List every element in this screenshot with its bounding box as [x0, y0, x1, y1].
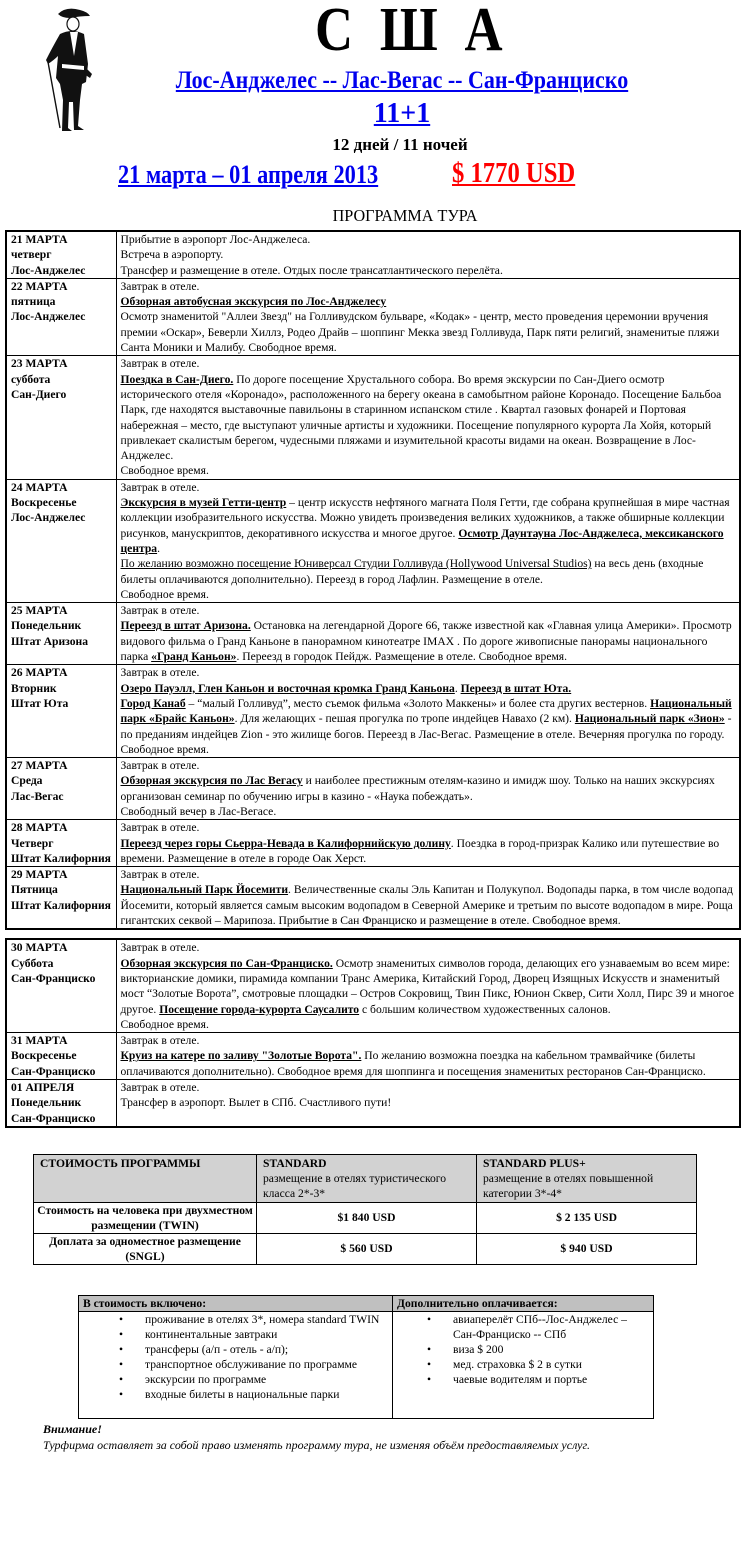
- day-place: Лас-Вегас: [11, 789, 64, 803]
- day-description: [116, 939, 740, 1032]
- program-day-row: [6, 758, 740, 820]
- day-cell: [6, 603, 116, 665]
- description-text: Трансфер в аэропорт. Вылет в СПб. Счастливого пути!: [120, 1096, 392, 1110]
- extra-list: [393, 1312, 653, 1403]
- description-paragraph: [121, 1048, 736, 1079]
- highlight-excursion: Город Канаб: [120, 696, 186, 710]
- description-text: .: [454, 681, 461, 695]
- included-cell: [79, 1311, 393, 1418]
- optional-excursion: По желанию возможно посещение Юниверсал Студии Голливуда (Hollywood Universal Studios): [120, 557, 592, 571]
- day-description: [116, 603, 740, 665]
- description-text: Завтрак в отеле.: [120, 821, 200, 835]
- description-text: Осмотр знаменитых символов города, делающих его узнаваемым во всем мире: викторианские домики, пирамида компании Транс Америка, Китайский Город, Дворец Изящных Искусств и знаменитый мост “Золотые Ворота”, смотровые площадки – Остров Сокровищ, Твин Пикс, Юнион Сквер, Сити Холл, Пирс 39 и многое другое.: [120, 956, 735, 1016]
- day-weekday: Вторник: [11, 681, 57, 695]
- day-description: [116, 665, 740, 758]
- program-day-row: [6, 939, 740, 1032]
- description-text: Свободный вечер в Лас-Вегасе.: [120, 804, 277, 818]
- description-paragraph: [121, 867, 736, 882]
- day-date: 30 МАРТА: [11, 941, 68, 955]
- extra-item: • авиаперелёт СПб--Лос-Анджелес – Сан-Франциско -- СПб: [393, 1312, 645, 1342]
- twin-label: Стоимость на человека при двухместном размещении (TWIN): [34, 1202, 257, 1233]
- description-text: Завтрак в отеле.: [120, 357, 200, 371]
- included-item: • проживание в отелях 3*, номера standard TWIN: [79, 1312, 384, 1327]
- note-text: Турфирма оставляет за собой право изменять программу тура, не изменяя объём предоставляемых услуг.: [43, 1437, 591, 1452]
- day-place: Лос-Анджелес: [11, 310, 86, 324]
- day-place: Сан-Диего: [11, 387, 67, 401]
- day-date: 24 МАРТА: [11, 480, 68, 494]
- note-title: Внимание!: [43, 1421, 102, 1436]
- description-text: Завтрак в отеле.: [120, 941, 200, 955]
- description-paragraph: [121, 956, 736, 1017]
- day-weekday: Понедельник: [11, 619, 82, 633]
- description-text: Завтрак в отеле.: [120, 868, 200, 882]
- plus-header-cell: [477, 1154, 697, 1202]
- description-paragraph: [121, 758, 736, 773]
- included-item: • экскурсии по программе: [79, 1372, 384, 1387]
- highlight-excursion: Обзорная экскурсия по Лас Вегасу: [120, 774, 303, 788]
- description-text: с большим количеством художественных салонов.: [359, 1002, 611, 1016]
- program-day-row: [6, 1080, 740, 1127]
- pricing-label-cell: [34, 1154, 257, 1202]
- description-text: Прибытие в аэропорт Лос-Анджелеса.: [120, 233, 311, 246]
- program-day-row: [6, 278, 740, 355]
- duration-text: 12 дней / 11 ночей: [332, 135, 468, 154]
- description-paragraph: [121, 463, 736, 478]
- day-date: 26 МАРТА: [11, 666, 68, 680]
- day-description: [116, 1033, 740, 1080]
- day-cell: [6, 231, 116, 278]
- description-text: Свободное время.: [120, 1017, 209, 1031]
- program-day-row: [6, 867, 740, 930]
- day-description: [116, 758, 740, 820]
- description-text: Завтрак в отеле.: [120, 666, 200, 680]
- description-paragraph: [121, 309, 736, 355]
- day-date: 21 МАРТА: [11, 233, 68, 246]
- day-description: [116, 356, 740, 479]
- description-paragraph: [121, 1095, 736, 1110]
- twin-standard-price: $1 840 USD: [257, 1202, 477, 1233]
- day-weekday: Воскресенье: [11, 1049, 77, 1063]
- pricing-row-single: [34, 1233, 697, 1264]
- highlight-excursion: Осмотр Даунтауна Лос-Анджелеса, мексиканского центра: [120, 526, 724, 555]
- program-heading: ПРОГРАММА ТУРА: [332, 206, 478, 225]
- day-date: 28 МАРТА: [11, 821, 68, 835]
- included-title: В стоимость включено:: [79, 1295, 393, 1311]
- pricing-header-row: [34, 1154, 697, 1202]
- description-text: Завтрак в отеле.: [120, 279, 200, 293]
- standard-title: STANDARD: [263, 1156, 327, 1170]
- highlight-excursion: «Гранд Каньон»: [151, 650, 237, 664]
- day-place: Штат Калифорния: [11, 898, 111, 912]
- description-text: Завтрак в отеле.: [120, 480, 200, 494]
- description-text: Трансфер и размещение в отеле. Отдых после трансатлантического перелёта.: [120, 263, 503, 277]
- description-paragraph: [121, 681, 736, 696]
- day-cell: [6, 939, 116, 1032]
- description-paragraph: [121, 1033, 736, 1048]
- description-text: .: [157, 541, 160, 555]
- day-description: [116, 278, 740, 355]
- description-text: Завтрак в отеле.: [120, 1034, 200, 1048]
- highlight-excursion: Экскурсия в музей Гетти-центр: [120, 496, 287, 510]
- page-header: [0, 0, 747, 228]
- description-paragraph: [121, 480, 736, 495]
- country-title: С Ш А: [315, 0, 510, 64]
- highlight-excursion: Обзорная экскурсия по Сан-Франциско.: [120, 956, 333, 970]
- inclusions-table: [78, 1295, 654, 1419]
- day-weekday: пятница: [11, 295, 56, 309]
- plus-title: STANDARD PLUS+: [483, 1156, 586, 1170]
- day-place: Лос-Анджелес: [11, 511, 86, 525]
- description-text: – центр искусств нефтяного магната Поля Гетти, где собрана крупнейшая в мире частная коллекции изобразительного искусства. Можно увидеть произведения великих художников, а также обширные коллекции рисунков, манускриптов, декоративного искусства и многое другое.: [120, 496, 730, 540]
- description-text: . Поездка в город-призрак Калико или путешествие во времени. Размещение в отеле в городе Оак Херст.: [120, 836, 720, 865]
- description-paragraph: [121, 882, 736, 928]
- highlight-excursion: Переезд через горы Сьерра-Невада в Калифорнийскую долину: [120, 836, 451, 850]
- day-date: 01 АПРЕЛЯ: [11, 1081, 75, 1095]
- day-date: 27 МАРТА: [11, 759, 68, 773]
- description-text: - по преданиям индейцев Zion - это жилище богов. Переезд в Лас-Вегас. Размещение в отеле. Вечерняя прогулка по городу. Свободное время.: [120, 712, 732, 756]
- program-day-row: [6, 820, 740, 867]
- day-cell: [6, 1080, 116, 1127]
- day-cell: [6, 278, 116, 355]
- program-day-row: [6, 231, 740, 278]
- day-cell: [6, 867, 116, 930]
- note-block: [43, 1421, 747, 1453]
- description-paragraph: [121, 587, 736, 602]
- highlight-excursion: Поездка в Сан-Диего.: [120, 372, 234, 386]
- description-text: . Для желающих - пешая прогулка по тропе индейцев Навахо (2 км).: [234, 712, 575, 726]
- highlight-excursion: Посещение города-курорта Саусалито: [159, 1002, 360, 1016]
- standard-desc: размещение в отелях туристического класса 2*-3*: [263, 1171, 447, 1200]
- day-weekday: суббота: [11, 372, 51, 386]
- description-text: . Переезд в городок Пейдж. Размещение в отеле. Свободное время.: [236, 650, 568, 664]
- description-text: . Величественные скалы Эль Капитан и Полукупол. Водопады парка, в том числе водопад Йосемити, который является самым высоким водопадом в Северной Америке и третьим по высоте водопадом в мире. Роща гигантских секвой – Марипоза. Прибытие в Сан Франциско и размещение в отеле. Свободное время.: [120, 883, 733, 928]
- description-paragraph: [121, 263, 736, 278]
- program-day-row: [6, 479, 740, 602]
- description-text: на весь день (входные билеты оплачиваются дополнительно). Переезд в город Лафлин. Размещение в отеле.: [120, 557, 704, 586]
- program-day-row: [6, 665, 740, 758]
- description-paragraph: [121, 247, 736, 262]
- day-cell: [6, 479, 116, 602]
- day-date: 22 МАРТА: [11, 279, 68, 293]
- program-table-2: [5, 938, 741, 1128]
- highlight-excursion: Переезд в штат Юта.: [460, 681, 572, 695]
- highlight-excursion: Национальный парк «Брайс Каньон»: [120, 696, 732, 726]
- included-list: [79, 1312, 392, 1418]
- description-text: Остановка на легендарной Дороге 66, также известной как «Главная улица Америки». Просмотр видового фильма о Гранд Каньоне в панорамном кинотеатре IMAX . По дороге живописные панорамы национального парка: [120, 619, 732, 664]
- day-place: Сан-Франциско: [11, 971, 96, 985]
- dates-link[interactable]: 21 марта – 01 апреля 2013: [118, 160, 379, 189]
- price-link[interactable]: $ 1770 USD: [452, 158, 576, 189]
- day-weekday: Среда: [11, 774, 43, 788]
- description-text: Завтрак в отеле.: [120, 759, 200, 773]
- included-item: • входные билеты в национальные парки: [79, 1387, 384, 1402]
- description-paragraph: [121, 232, 736, 247]
- day-date: 23 МАРТА: [11, 357, 68, 371]
- pricing-label: СТОИМОСТЬ ПРОГРАММЫ: [40, 1156, 201, 1170]
- description-paragraph: [121, 665, 736, 680]
- single-label: Доплата за одноместное размещение (SNGL): [34, 1233, 257, 1264]
- day-description: [116, 479, 740, 602]
- description-paragraph: [121, 773, 736, 804]
- description-paragraph: [121, 696, 736, 757]
- day-date: 31 МАРТА: [11, 1034, 68, 1048]
- description-text: Осмотр знаменитой "Аллеи Звезд" на Голливудском бульваре, «Кодак» - центр, место проведения церемонии вручения премии «Оскар», Беверли Хиллз, Родео Драйв – шоппинг Мекка звезд Голливуда, Парк пяти религий, знаменитые пляжи Санта Моники и Малибу. Свободное время.: [120, 310, 720, 355]
- twin-plus-price: $ 2 135 USD: [477, 1202, 697, 1233]
- description-paragraph: [121, 372, 736, 464]
- extra-item: • виза $ 200: [393, 1342, 645, 1357]
- route-link[interactable]: Лос-Анджелес -- Лас-Вегас -- Сан-Франциско: [175, 67, 629, 94]
- plus-desc: размещение в отелях повышенной категории 3*-4*: [483, 1171, 654, 1200]
- description-text: Завтрак в отеле.: [120, 604, 200, 618]
- day-cell: [6, 356, 116, 479]
- description-text: – “малый Голливуд”, место съемок фильма «Золото Маккены» и более ста других вестернов.: [185, 696, 651, 710]
- description-paragraph: [121, 804, 736, 819]
- description-text: По дороге посещение Хрустального собора. Во время экскурсии по Сан-Диего осмотр исторического отеля «Коронадо», расположенного на берегу океана в самобытном районе Коронадо. Посещение Бальбоа Парк, где находятся выставочные павильоны в старинном испанском стиле . Квартал газовых фонарей и Портовая набережная – место, где выступают уличные артисты и художники. Посещение популярного курорта Ла Хойя, который привлекает скалистым берегом, чудесными пляжами и изумительной красоты видами на океан. Возвращение в Лос-Анджелес.: [120, 372, 722, 463]
- single-plus-price: $ 940 USD: [477, 1233, 697, 1264]
- highlight-excursion: Озеро Пауэлл, Глен Каньон и восточная кромка Гранд Каньона: [120, 681, 455, 695]
- extra-cell: [393, 1311, 654, 1418]
- day-place: Сан-Франциско: [11, 1064, 96, 1078]
- single-standard-price: $ 560 USD: [257, 1233, 477, 1264]
- description-paragraph: [121, 618, 736, 664]
- day-weekday: четверг: [11, 248, 52, 262]
- description-text: и наиболее престижным отелям-казино и имидж шоу. Только на наших экскурсиях организован семинар по обучению игры в казино - «Наука побеждать».: [120, 774, 715, 803]
- extra-item: • мед. страховка $ 2 в сутки: [393, 1357, 645, 1372]
- highlight-excursion: Переезд в штат Аризона.: [120, 619, 251, 633]
- program-day-row: [6, 1033, 740, 1080]
- description-text: Свободное время.: [120, 464, 209, 478]
- description-paragraph: [121, 836, 736, 867]
- description-text: Завтрак в отеле.: [120, 1081, 200, 1095]
- description-paragraph: [121, 356, 736, 371]
- nobleman-figure-icon: [36, 4, 98, 134]
- day-description: [116, 1080, 740, 1127]
- highlight-excursion: Национальный Парк Йосемити: [120, 883, 289, 897]
- included-item: • транспортное обслуживание по программе: [79, 1357, 384, 1372]
- day-place: Сан-Франциско: [11, 1111, 96, 1125]
- program-day-row: [6, 603, 740, 665]
- day-cell: [6, 820, 116, 867]
- day-place: Штат Калифорния: [11, 851, 111, 865]
- day-weekday: Суббота: [11, 956, 54, 970]
- day-description: [116, 867, 740, 930]
- day-place: Лос-Анджелес: [11, 263, 86, 277]
- description-paragraph: [121, 940, 736, 955]
- description-paragraph: [121, 820, 736, 835]
- description-paragraph: [121, 495, 736, 556]
- program-table-1: [5, 230, 741, 930]
- program-day-row: [6, 356, 740, 479]
- inclusions-body-row: [79, 1311, 654, 1418]
- standard-header-cell: [257, 1154, 477, 1202]
- description-paragraph: [121, 294, 736, 309]
- day-cell: [6, 1033, 116, 1080]
- description-paragraph: [121, 1080, 736, 1095]
- highlight-excursion: Круиз на катере по заливу "Золотые Ворота".: [120, 1049, 362, 1063]
- pricing-table: [33, 1154, 697, 1265]
- tour-code-link[interactable]: 11+1: [373, 98, 431, 129]
- description-text: Встреча в аэропорту.: [120, 248, 224, 262]
- description-paragraph: [121, 603, 736, 618]
- day-weekday: Пятница: [11, 883, 58, 897]
- description-paragraph: [121, 1017, 736, 1032]
- included-item: • трансферы (а/п - отель - а/п);: [79, 1342, 384, 1357]
- highlight-excursion: Национальный парк «Зион»: [574, 712, 725, 726]
- highlight-excursion: Обзорная автобусная экскурсия по Лос-Анджелесу: [120, 295, 387, 309]
- day-description: [116, 231, 740, 278]
- day-weekday: Понедельник: [11, 1096, 82, 1110]
- day-place: Штат Аризона: [11, 634, 89, 648]
- day-weekday: Четверг: [11, 836, 54, 850]
- extra-item: • чаевые водителям и портье: [393, 1372, 645, 1387]
- day-date: 29 МАРТА: [11, 868, 68, 882]
- day-cell: [6, 758, 116, 820]
- description-paragraph: [121, 556, 736, 587]
- day-weekday: Воскресенье: [11, 496, 77, 510]
- day-cell: [6, 665, 116, 758]
- included-item: • континентальные завтраки: [79, 1327, 384, 1342]
- description-text: Свободное время.: [120, 587, 209, 601]
- description-paragraph: [121, 279, 736, 294]
- description-text: По желанию возможна поездка на кабельном трамвайчике (билеты оплачиваются дополнительно). Свободное время для шоппинга и посещения знаменитых ресторанов Сан-Франциско.: [120, 1049, 706, 1078]
- day-date: 25 МАРТА: [11, 604, 68, 618]
- pricing-row-twin: [34, 1202, 697, 1233]
- day-place: Штат Юта: [11, 696, 69, 710]
- day-description: [116, 820, 740, 867]
- extra-title: Дополнительно оплачивается:: [393, 1295, 654, 1311]
- inclusions-header-row: [79, 1295, 654, 1311]
